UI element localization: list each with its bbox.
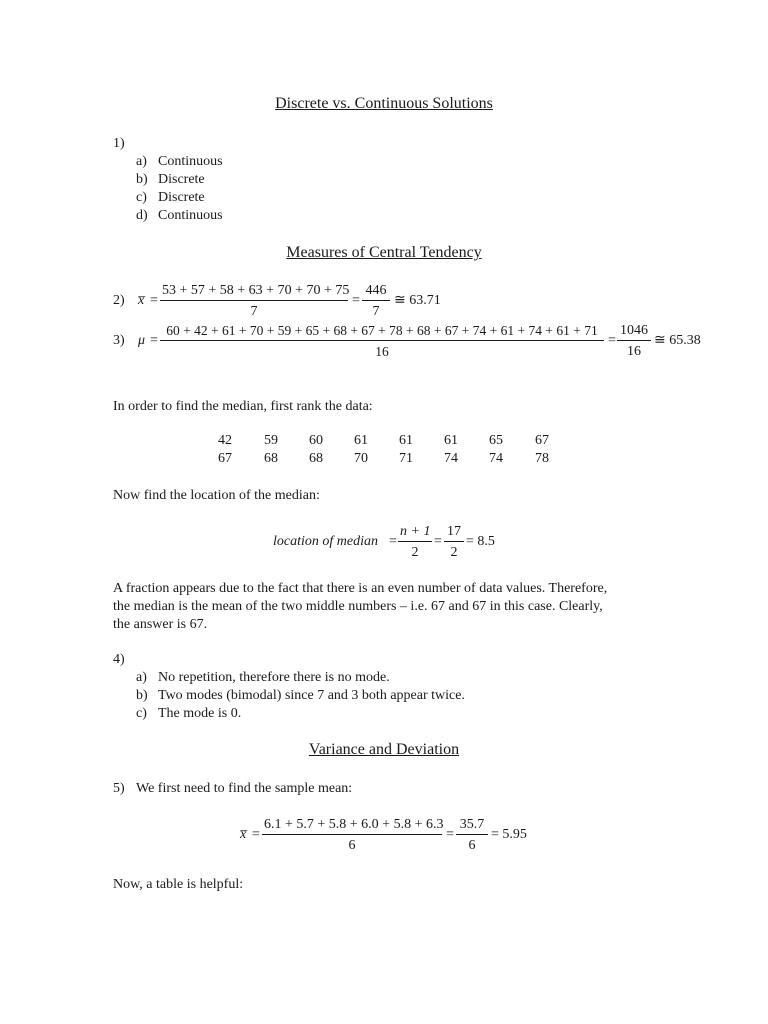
q1-item-a: a) Continuous [136,154,223,169]
q5-sample-mean-symbol: x̅ [240,827,247,842]
ranked-value: 67 [218,451,232,466]
q5-fraction-total: $\frac{35.7}{6}$ [456,816,488,855]
ranked-value: 68 [264,451,278,466]
q5-equals-1: = [252,827,260,842]
location-fraction-17: $\frac{17}{2}$ [444,523,464,562]
ranked-value: 61 [354,433,368,448]
heading-central-tendency: Measures of Central Tendency [286,244,482,261]
q3-fraction-total: $\frac{1046}{16}$ [617,322,651,361]
heading-variance-deviation: Variance and Deviation [308,741,460,758]
q3-result: ≅ 65.38 [654,333,701,348]
ranked-value: 60 [309,433,323,448]
location-equals-2: = [434,534,442,549]
ranked-value: 67 [535,433,549,448]
q3-number: 3) [113,333,125,348]
q2-number: 2) [113,293,125,308]
location-equals-1: = [389,534,397,549]
q4-item-b: b) Two modes (bimodal) since 7 and 3 both appear twice. [136,688,465,703]
q2-equals-2: = [352,293,360,308]
q1-item-d: d) Continuous [136,208,223,223]
q3-equals-1: = [150,333,158,348]
q5-table-text: Now, a table is helpful: [113,877,244,892]
q3-population-mean-symbol: μ [138,333,146,348]
q5-fraction-sum: $\frac{6.1 + 5.7 + 5.8 + 6.0 + 5.8 + 6.3}{6}$ [264,817,444,853]
heading-discrete-continuous: Discrete vs. Continuous Solutions [275,95,493,112]
q3-rank-text: In order to find the median, first rank the data: [113,399,373,414]
q3-fraction-sum: 60 + 42 + 61 + 70 + 59 + 65 + 68 + 67 + 78 + 68 + 67 + 74 + 61 + 74 + 61 + 71 16 [160,322,604,361]
q3-equals-2: = [608,333,616,348]
median-explanation-line-2: the median is the mean of the two middle numbers – i.e. 67 and 67 in this case. Clearly, [113,599,603,614]
location-of-median-label: location of median [273,534,378,549]
median-explanation-line-3: the answer is 67. [113,617,208,632]
q1-item-c: c) Discrete [136,190,205,205]
q4-item-c: c) The mode is 0. [136,706,242,721]
q2-fraction-total: $\frac{446}{7}$ [362,282,390,321]
median-explanation-line-1: A fraction appears due to the fact that there is an even number of data values. Therefore, [113,581,608,596]
location-fraction-n: $\frac{n + 1}{2}$ [400,524,431,560]
q5-equals-2: = [446,827,454,842]
q2-fraction-sum: $\frac{53 + 57 + 58 + 63 + 70 + 70 + 75}{7}$ [162,283,350,319]
ranked-value: 68 [309,451,323,466]
q2-result: ≅ 63.71 [394,293,441,308]
q5-result: = 5.95 [491,827,527,842]
ranked-value: 74 [444,451,458,466]
q3-location-text: Now find the location of the median: [113,488,320,503]
q4-number: 4) [113,652,125,667]
ranked-value: 78 [535,451,549,466]
q1-item-b: b) Discrete [136,172,205,187]
q1-number: 1) [113,136,125,151]
q5-intro: 5) We first need to find the sample mean: [113,781,353,796]
q4-item-a: a) No repetition, therefore there is no mode. [136,670,390,685]
ranked-value: 71 [399,451,413,466]
ranked-value: 59 [264,433,278,448]
ranked-value: 65 [489,433,503,448]
ranked-value: 61 [444,433,458,448]
ranked-value: 61 [399,433,413,448]
location-result: = 8.5 [466,534,495,549]
ranked-value: 42 [218,433,232,448]
q2-equals-1: = [150,293,158,308]
ranked-value: 74 [489,451,503,466]
ranked-value: 70 [354,451,368,466]
q2-sample-mean-symbol: x̅ [138,293,145,308]
